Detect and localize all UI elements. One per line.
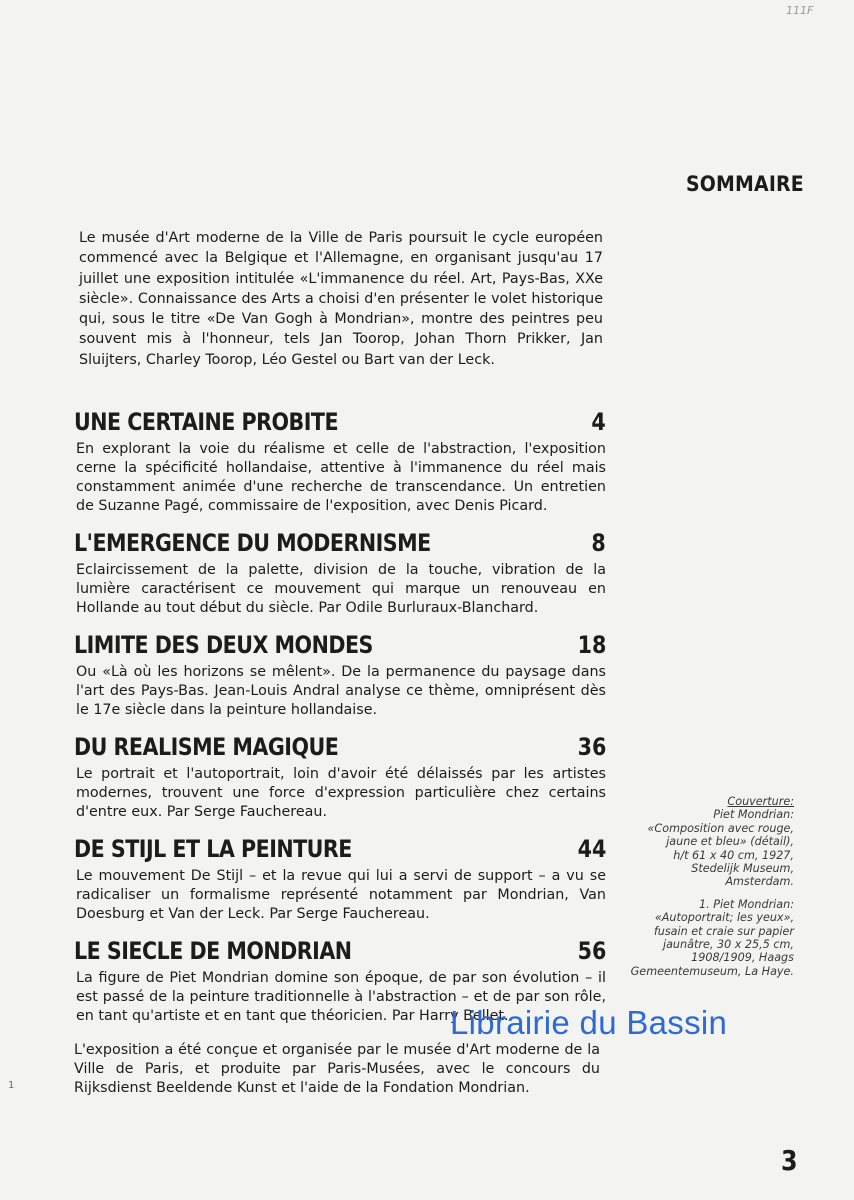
- caption-line: fusain et craie sur papier: [653, 924, 794, 938]
- toc-entry-head: [74, 529, 606, 561]
- page-title: SOMMAIRE: [686, 172, 804, 196]
- caption-line: Gemeentemuseum, La Haye.: [630, 964, 794, 978]
- margin-mark: 1: [8, 1080, 15, 1091]
- toc-entry: [74, 529, 606, 618]
- caption-line: h/t 61 x 40 cm, 1927,: [673, 848, 794, 862]
- caption-line: Stedelijk Museum,: [691, 862, 794, 876]
- toc-entry-desc: Le portrait et l'autoportrait, loin d'avoir été délaissés par les artistes modernes, trouvent une force d'expression particulière chez certains d'entre eux. Par Serge Fauchereau.: [76, 766, 606, 820]
- cover-caption: [626, 795, 794, 978]
- toc-entry-title: UNE CERTAINE PROBITE: [74, 408, 339, 436]
- toc-entry-title: LIMITE DES DEUX MONDES: [74, 631, 373, 659]
- toc-entry: [74, 733, 606, 822]
- caption-line: «Autoportrait; les yeux»,: [654, 911, 794, 925]
- table-of-contents: [74, 408, 606, 1039]
- exhibition-credit: L'exposition a été conçue et organisée par le musée d'Art moderne de la Ville de Paris, et produite par Paris-Musées, avec le concours du Rijksdienst Beeldende Kunst et l'aide de la Fondation Mondrian.: [74, 1042, 600, 1096]
- toc-entry-head: [74, 631, 606, 663]
- toc-entry-page: 36: [577, 733, 606, 761]
- toc-entry-page: 8: [591, 529, 606, 557]
- page-number: 3: [781, 1144, 798, 1177]
- caption-line: 1. Piet Mondrian:: [698, 897, 794, 911]
- toc-entry-title: L'EMERGENCE DU MODERNISME: [74, 529, 431, 557]
- toc-entry-page: 44: [577, 835, 606, 863]
- toc-entry-title: LE SIECLE DE MONDRIAN: [74, 937, 352, 965]
- toc-entry-head: [74, 937, 606, 969]
- toc-entry-title: DU REALISME MAGIQUE: [74, 733, 339, 761]
- toc-entry-page: 18: [577, 631, 606, 659]
- toc-entry: [74, 408, 606, 516]
- caption-line: Amsterdam.: [725, 875, 794, 889]
- watermark: Librairie du Bassin: [450, 1004, 728, 1041]
- toc-entry-title: DE STIJL ET LA PEINTURE: [74, 835, 352, 863]
- toc-entry-page: 4: [591, 408, 606, 436]
- toc-entry-desc: La figure de Piet Mondrian domine son époque, de par son évolution – il est passé de la peinture traditionnelle à l'abstraction – et de par son rôle, en tant qu'artiste et en tant que théoricien. Par Harry Bellet.: [76, 970, 606, 1024]
- caption-line: 1908/1909, Haags: [691, 951, 794, 965]
- intro-paragraph: Le musée d'Art moderne de la Ville de Paris poursuit le cycle européen commencé avec la Belgique et l'Allemagne, en organisant jusqu'au 17 juillet une exposition intitulée «L'immanence du réel. Art, Pays-Bas, XXe siècle». Connaissance des Arts a choisi d'en présenter le volet historique qui, sous le titre «De Van Gogh à Mondrian», montre des peintres peu souvent mis à l'honneur, tels Jan Toorop, Johan Thorn Prikker, Jan Sluijters, Charley Toorop, Léo Gestel ou Bart van der Leck.: [79, 230, 603, 368]
- caption-line: jaune et bleu» (détail),: [666, 835, 794, 849]
- toc-entry-desc: Le mouvement De Stijl – et la revue qui lui a servi de support – a vu se radicaliser un formalisme représenté notamment par Mondrian, Van Doesburg et Van der Leck. Par Serge Fauchereau.: [76, 868, 606, 922]
- caption-line: jaunâtre, 30 x 25,5 cm,: [662, 938, 794, 952]
- toc-entry-desc: Ou «Là où les horizons se mêlent». De la permanence du paysage dans l'art des Pays-Bas. Jean-Louis Andral analyse ce thème, omniprésent dès le 17e siècle dans la peinture hollandaise.: [76, 664, 606, 718]
- caption-line: «Composition avec rouge,: [647, 821, 794, 835]
- toc-entry-page: 56: [577, 937, 606, 965]
- toc-entry-desc: Eclaircissement de la palette, division de la touche, vibration de la lumière caractérisent ce mouvement qui marque un renouveau en Hollande au tout début du siècle. Par Odile Burluraux-Blanchard.: [76, 562, 606, 616]
- toc-entry: [74, 631, 606, 720]
- caption-label: Couverture:: [727, 795, 794, 808]
- toc-entry-head: [74, 835, 606, 867]
- toc-entry: [74, 835, 606, 924]
- toc-entry-head: [74, 408, 606, 440]
- toc-entry-head: [74, 733, 606, 765]
- caption-line: Piet Mondrian:: [713, 808, 794, 822]
- corner-mark: 111F: [786, 4, 814, 17]
- toc-entry-desc: En explorant la voie du réalisme et celle de l'abstraction, l'exposition cerne la spécificité hollandaise, attentive à l'immanence du réel mais constamment animée d'une recherche de transcendance. Un entretien de Suzanne Pagé, commissaire de l'exposition, avec Denis Picard.: [76, 441, 606, 514]
